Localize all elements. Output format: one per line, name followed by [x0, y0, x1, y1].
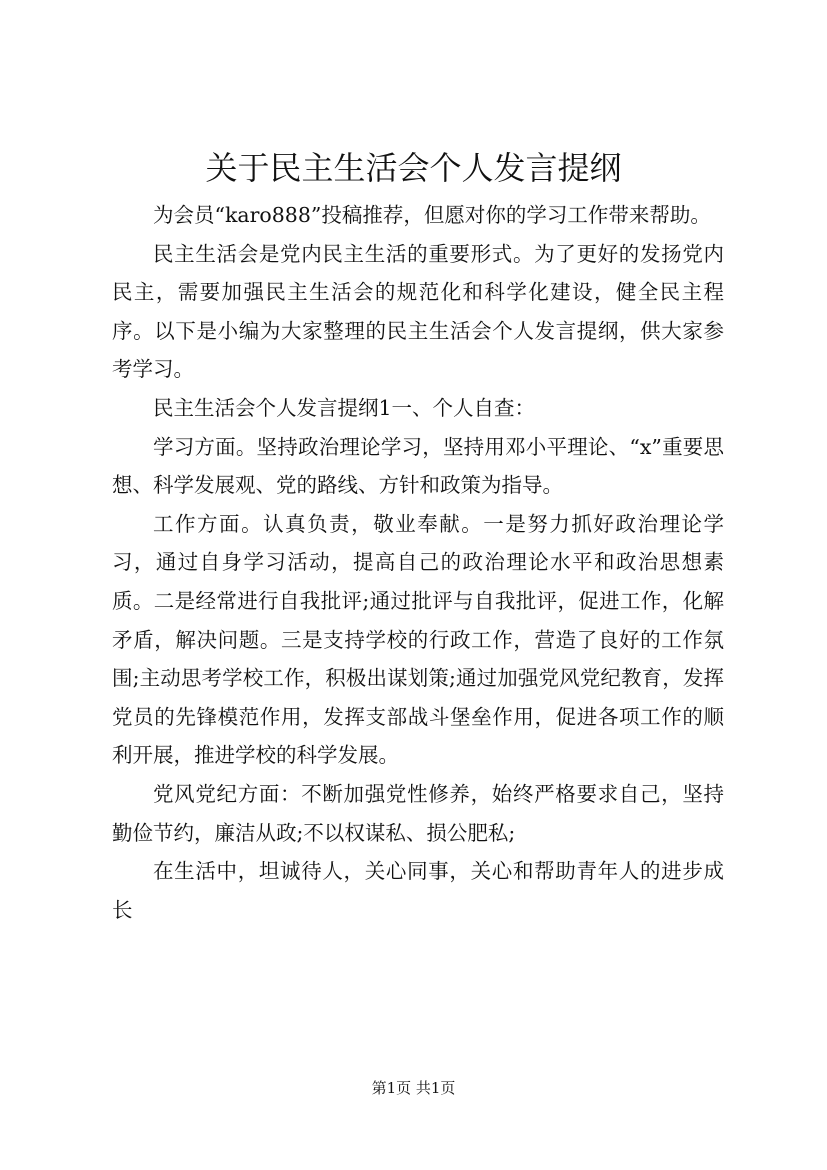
paragraph-overview: 民主生活会是党内民主生活的重要形式。为了更好的发扬党内民主，需要加强民主生活会的规范化和科学化建设，健全民主程序。以下是小编为大家整理的民主生活会个人发言提纲，供大家参考学习。	[112, 241, 724, 382]
paragraph-intro: 为会员“karo888”投稿推荐，但愿对你的学习工作带来帮助。	[153, 203, 711, 227]
paragraph-study: 学习方面。坚持政治理论学习，坚持用邓小平理论、“x”重要思想、科学发展观、党的路线、方针和政策为指导。	[112, 434, 724, 498]
paragraph-discipline: 党风党纪方面：不断加强党性修养，始终严格要求自己，坚持勤俭节约，廉洁从政;不以权谋私、损公肥私;	[112, 781, 724, 845]
paragraph-outline-heading: 民主生活会个人发言提纲1一、个人自查：	[153, 395, 536, 420]
document-title: 关于民主生活会个人发言提纲	[205, 149, 622, 187]
paragraph-life: 在生活中，坦诚待人，关心同事，关心和帮助青年人的进步成长	[112, 859, 724, 922]
document-body	[112, 196, 724, 929]
page-footer: 第1页 共1页	[371, 1079, 456, 1097]
paragraph-work: 工作方面。认真负责，敬业奉献。一是努力抓好政治理论学习，通过自身学习活动，提高自己的政治理论水平和政治思想素质。二是经常进行自我批评;通过批评与自我批评，促进工作，化解矛盾，解决问题。三是支持学校的行政工作，营造了良好的工作氛围;主动思考学校工作，积极出谋划策;通过加强党风党纪教育，发挥党员的先锋模范作用，发挥支部战斗堡垒作用，促进各项工作的顺利开展，推进学校的科学发展。	[112, 511, 724, 768]
